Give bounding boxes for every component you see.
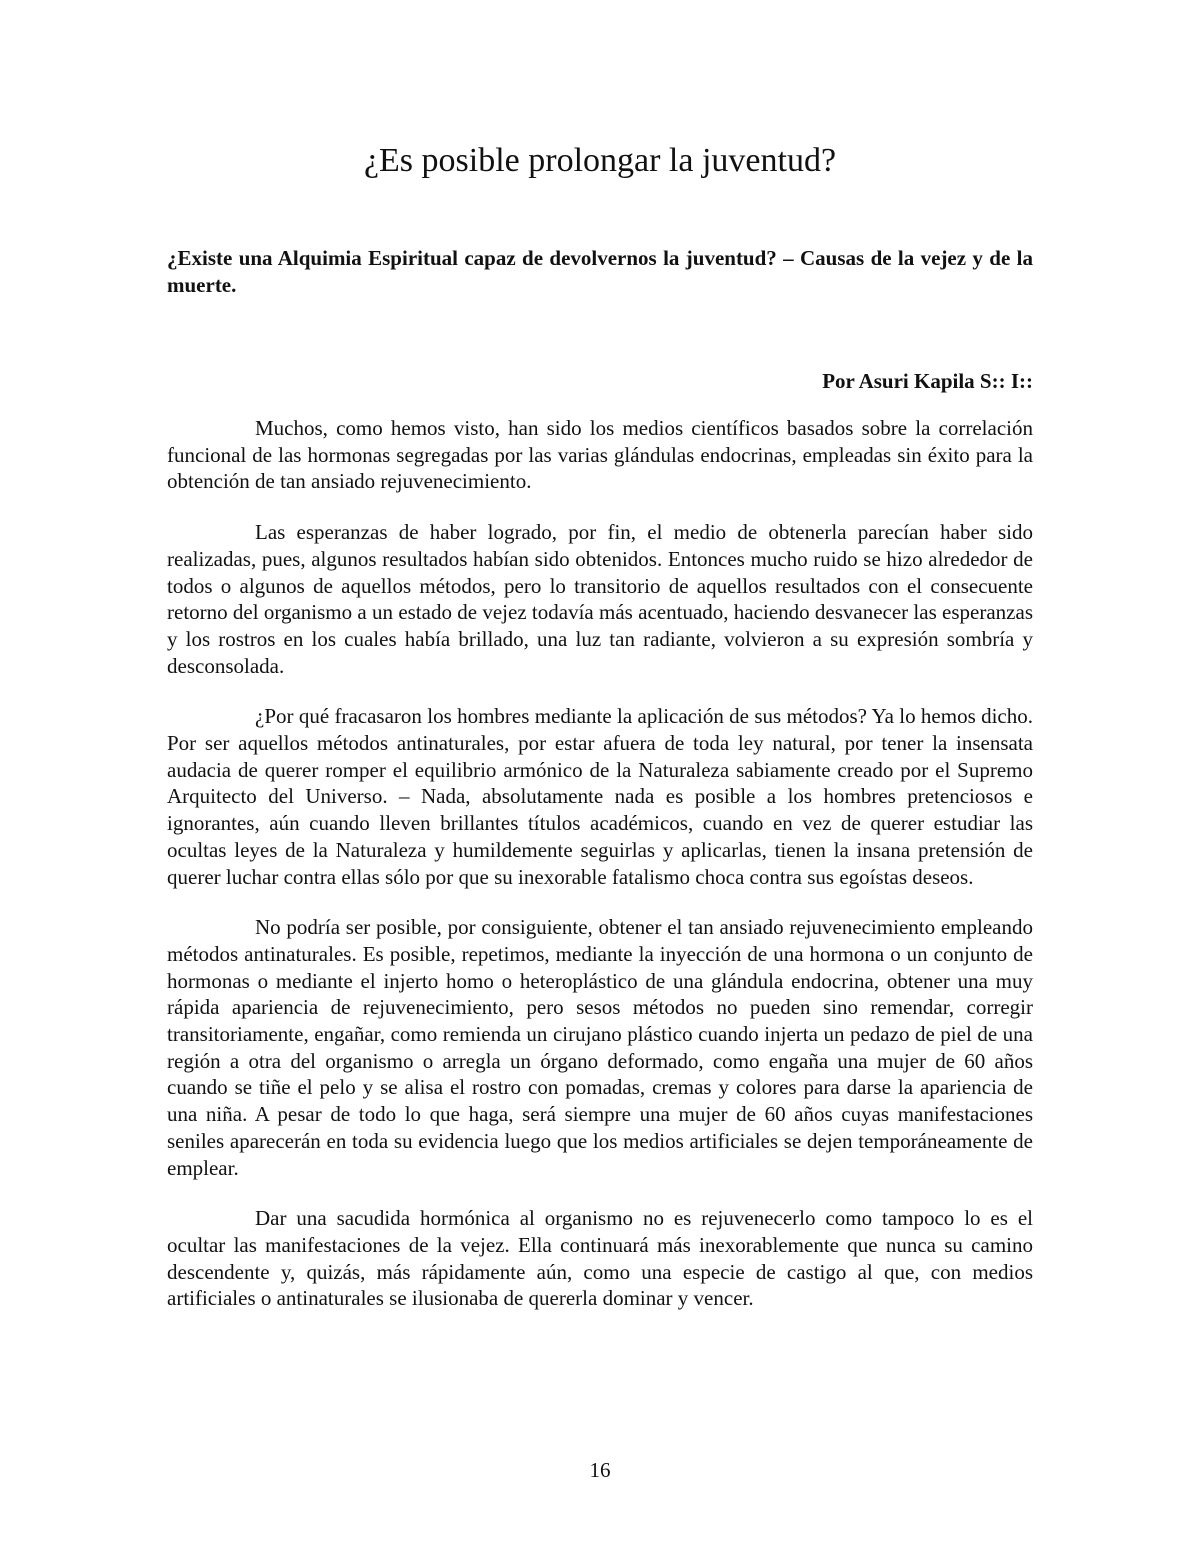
paragraph-2: Las esperanzas de haber logrado, por fin, el medio de obtenerla parecían haber sido realizadas, pues, algunos resultados habían sido obtenidos. Entonces mucho ruido se hizo alrededor de todos o algunos de aquellos métodos, pero lo transitorio de aquellos resultados con el consecuente retorno del organismo a un estado de vejez todavía más acentuado, haciendo desvanecer las esperanzas y los rostros en los cuales había brillado, una luz tan radiante, volvieron a su expresión sombría y desconsolada. [167,520,1033,678]
body-text [167,415,1033,1336]
paragraph-1: Muchos, como hemos visto, han sido los medios científicos basados sobre la correlación funcional de las hormonas segregadas por las varias glándulas endocrinas, empleadas sin éxito para la obtención de tan ansiado rejuvenecimiento. [167,416,1033,494]
paragraph-5: Dar una sacudida hormónica al organismo no es rejuvenecerlo como tampoco lo es el ocultar las manifestaciones de la vejez. Ella continuará más inexorablemente que nunca su camino descendente y, quizás, más rápidamente aún, como una especie de castigo al que, con medios artificiales o antinaturales se ilusionaba de quererla dominar y vencer. [167,1206,1033,1311]
author-line: Por Asuri Kapila S:: I:: [822,369,1033,393]
subtitle: ¿Existe una Alquimia Espiritual capaz de devolvernos la juventud? – Causas de la vejez y de la muerte. [167,246,1033,297]
page-number: 16 [589,1458,611,1482]
paragraph-3: ¿Por qué fracasaron los hombres mediante la aplicación de sus métodos? Ya lo hemos dicho. Por ser aquellos métodos antinaturales, por estar afuera de toda ley natural, por tener la insensata audacia de querer romper el equilibrio armónico de la Naturaleza sabiamente creado por el Supremo Arquitecto del Universo. – Nada, absolutamente nada es posible a los hombres pretenciosos e ignorantes, aún cuando lleven brillantes títulos académicos, cuando en vez de querer estudiar las ocultas leyes de la Naturaleza y humildemente seguirlas y aplicarlas, tienen la insana pretensión de querer luchar contra ellas sólo por que su inexorable fatalismo choca contra sus egoístas deseos. [167,704,1033,889]
paragraph-4: No podría ser posible, por consiguiente, obtener el tan ansiado rejuvenecimiento empleando métodos antinaturales. Es posible, repetimos, mediante la inyección de una hormona o un conjunto de hormonas o mediante el injerto homo o heteroplástico de una glándula endocrina, obtener una muy rápida apariencia de rejuvenecimiento, pero sesos métodos no pueden sino remendar, corregir transitoriamente, engañar, como remienda un cirujano plástico cuando injerta un pedazo de piel de una región a otra del organismo o arregla un órgano deformado, como engaña una mujer de 60 años cuando se tiñe el pelo y se alisa el rostro con pomadas, cremas y colores para darse la apariencia de una niña. A pesar de todo lo que haga, será siempre una mujer de 60 años cuyas manifestaciones seniles aparecerán en toda su evidencia luego que los medios artificiales se dejen temporáneamente de emplear. [167,915,1033,1180]
page-title: ¿Es posible prolongar la juventud? [363,142,837,179]
